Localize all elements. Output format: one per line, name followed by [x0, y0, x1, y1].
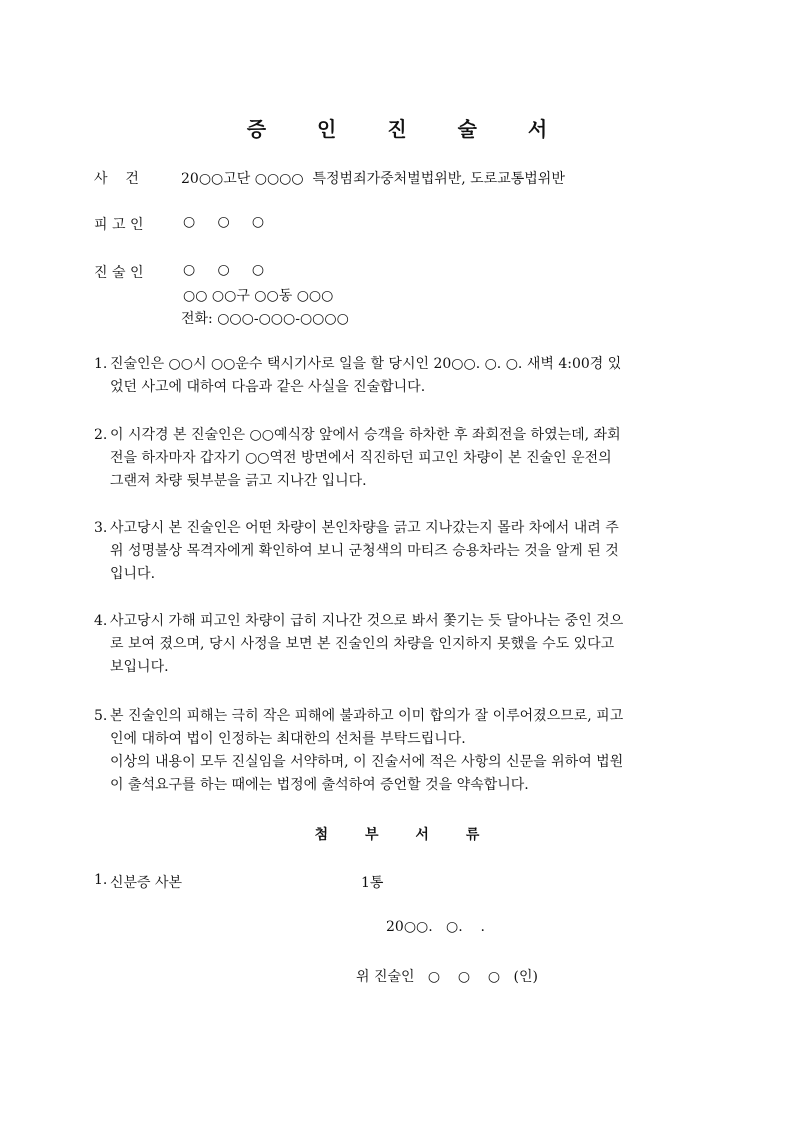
declarant-name: ○ ○ ○ — [183, 262, 265, 278]
statement-line: 보입니다. — [110, 659, 169, 675]
statement-line: 었던 사고에 대하여 다음과 같은 사실을 진술합니다. — [110, 379, 426, 395]
statement-1 — [94, 353, 698, 399]
statement-3 — [94, 517, 698, 586]
defendant-label: 피 고 인 — [94, 217, 144, 233]
document-date: 20○○. ○. . — [386, 919, 485, 935]
statement-line: 이상의 내용이 모두 진실임을 서약하며, 이 진술서에 적은 사항의 신문을 위하여 법원 — [110, 754, 624, 770]
attachment-count: 1통 — [361, 875, 384, 891]
statement-line: 본 진술인의 피해는 극히 작은 피해에 불과하고 이미 합의가 잘 이루어졌으므로, 피고 — [110, 708, 624, 724]
document-title: 증 인 진 술 서 — [246, 117, 570, 141]
statement-number: 1. — [94, 356, 108, 372]
statement-line: 그랜져 차량 뒷부분을 긁고 지나간 입니다. — [110, 473, 367, 489]
statement-4 — [94, 610, 698, 679]
case-label: 사 건 — [94, 171, 139, 187]
statement-line: 사고당시 가해 피고인 차량이 급히 지나간 것으로 봐서 쫓기는 듯 달아나는 중인 것으 — [110, 613, 624, 629]
statement-line: 위 성명불상 목격자에게 확인하여 보니 군청색의 마티즈 승용차라는 것을 알게 된 것 — [110, 543, 619, 559]
statement-number: 2. — [94, 427, 108, 443]
declarant-address: ○○ ○○구 ○○동 ○○○ — [183, 288, 334, 304]
statement-line: 진술인은 ○○시 ○○운수 택시기사로 일을 할 당시인 20○○. ○. ○. 새벽 4:00경 있 — [110, 356, 622, 372]
statement-line: 인에 대하여 법이 인정하는 최대한의 선처를 부탁드립니다. — [110, 731, 466, 747]
statement-number: 3. — [94, 520, 108, 536]
statement-line: 이 시각경 본 진술인은 ○○예식장 앞에서 승객을 하차한 후 좌회전을 하였는데, 좌회 — [110, 427, 621, 443]
attachment-number: 1. — [94, 872, 108, 888]
statement-number: 5. — [94, 708, 108, 724]
statement-line: 입니다. — [110, 566, 156, 582]
declarant-label: 진 술 인 — [94, 265, 144, 281]
case-value: 20○○고단 ○○○○ 특정범죄가중처벌법위반, 도로교통법위반 — [181, 171, 565, 187]
statement-5 — [94, 705, 698, 797]
signature-line: 위 진술인 ○ ○ ○ (인) — [356, 969, 538, 985]
statement-2 — [94, 424, 698, 493]
statement-line: 이 출석요구를 하는 때에는 법정에 출석하여 증언할 것을 약속합니다. — [110, 777, 529, 793]
statement-number: 4. — [94, 613, 108, 629]
statement-line: 전을 하자마자 갑자기 ○○역전 방면에서 직진하던 피고인 차량이 본 진술인 운전의 — [110, 450, 612, 466]
attachment-name: 신분증 사본 — [110, 875, 183, 891]
defendant-name: ○ ○ ○ — [183, 214, 265, 230]
statement-line: 로 보여 졌으며, 당시 사정을 보면 본 진술인의 차량을 인지하지 못했을 수도 있다고 — [110, 636, 615, 652]
declarant-phone: 전화: ○○○-○○○-○○○○ — [181, 311, 349, 327]
attachments-title: 첨 부 서 류 — [314, 827, 496, 843]
statement-line: 사고당시 본 진술인은 어떤 차량이 본인차량을 긁고 지나갔는지 몰라 차에서 내려 주 — [110, 520, 619, 536]
